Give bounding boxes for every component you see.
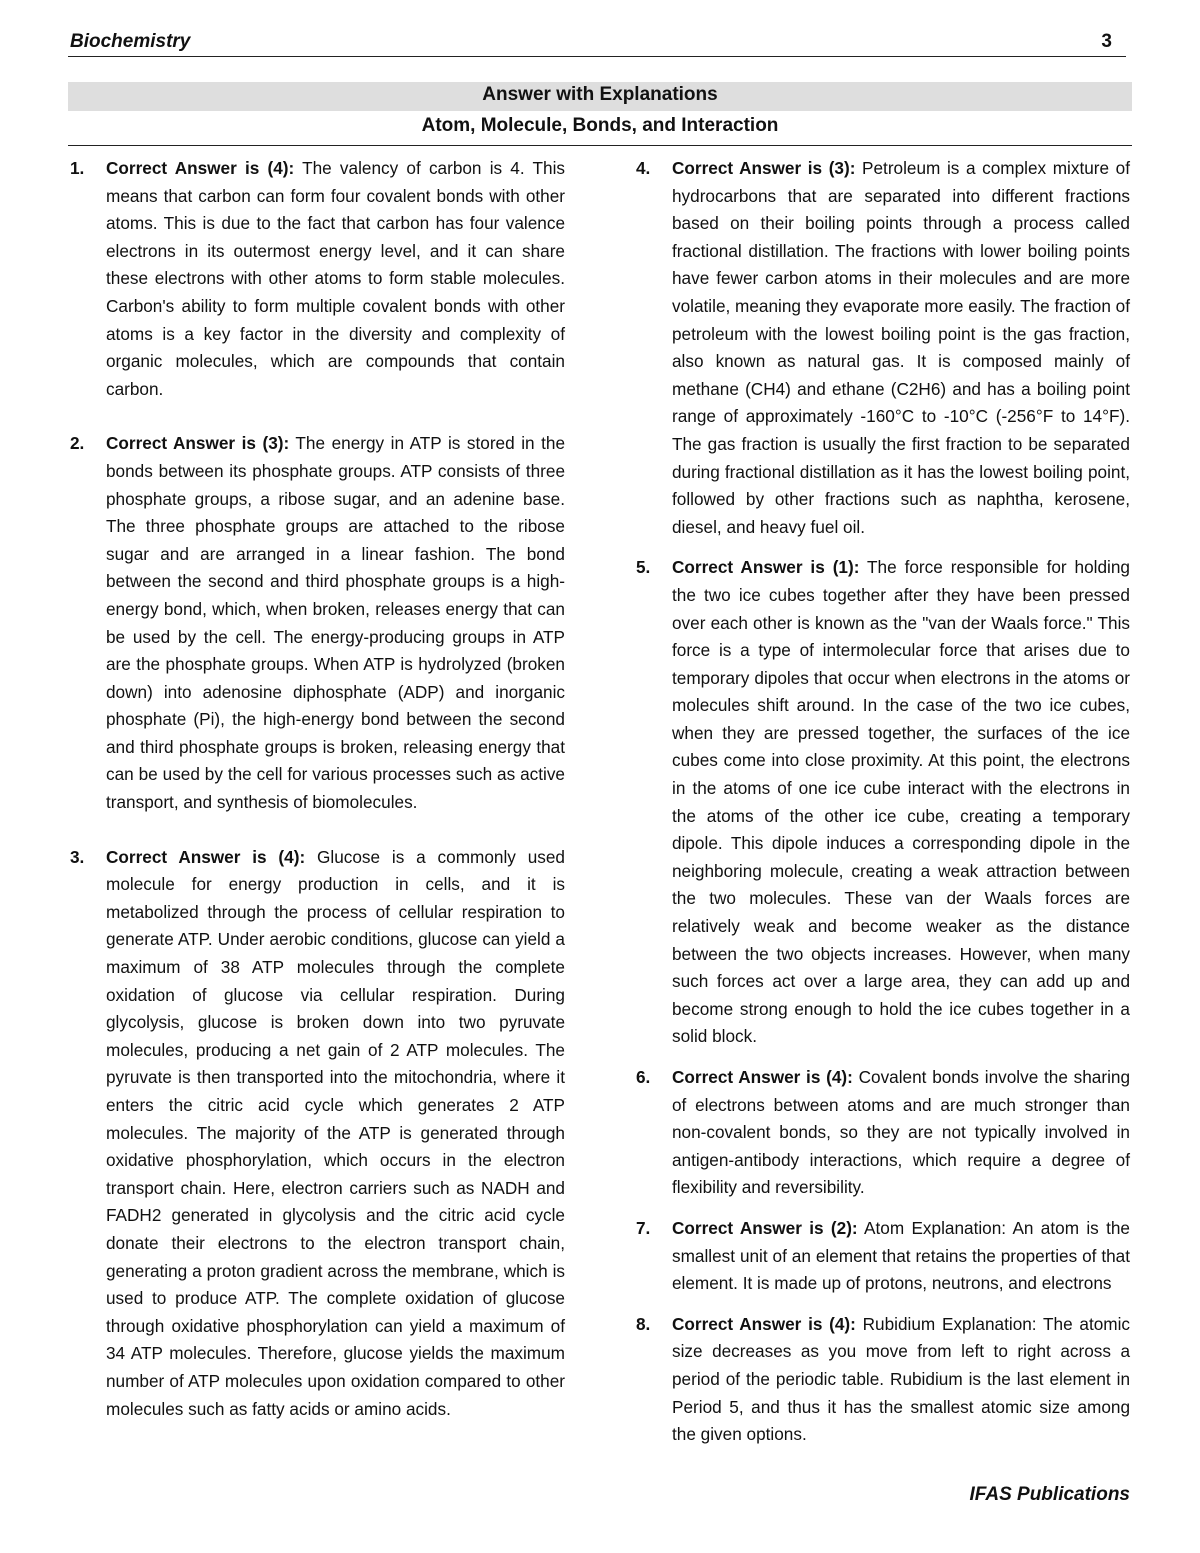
answer-lead: Correct Answer is (3):	[672, 158, 856, 178]
answer-text: Petroleum is a complex mixture of hydrocarbons that are separated into different fractions based on their boiling points through a process called fractional distillation. The fractions with lower boiling points have fewer carbon atoms in their molecules and are more volatile, meaning they evaporate more easily. The fraction of petroleum with the lowest boiling point is the gas fraction, also known as natural gas. It is composed mainly of methane (CH4) and ethane (C2H6) and has a boiling point range of approximately -160°C to -10°C (-256°F to 14°F). The gas fraction is usually the first fraction to be separated during fractional distillation as it has the lowest boiling point, followed by other fractions such as naphtha, kerosene, diesel, and heavy fuel oil.	[672, 158, 1131, 537]
subject-title: Biochemistry	[70, 31, 191, 52]
answer-number: 1.	[70, 158, 85, 178]
answer-lead: Correct Answer is (4):	[106, 846, 306, 867]
answer-lead: Correct Answer is (1):	[672, 557, 860, 578]
right-column	[634, 155, 1130, 1449]
answer-item-7	[634, 1215, 1130, 1298]
answer-lead: Correct Answer is (4):	[672, 1067, 853, 1087]
answer-lead: Correct Answer is (2):	[672, 1217, 858, 1238]
answer-text: The energy in ATP is stored in the bonds between its phosphate groups. ATP consists of three phosphate groups, a ribose sugar, and an adenine base. The three phosphate groups are attached to the ribose sugar and are arranged in a linear fashion. The bond between the second and third phosphate groups is a high-energy bond, which, when broken, releases energy that can be used by the cell. The energy-producing groups in ATP are the phosphate groups. When ATP is hydrolyzed (broken down) into adenosine diphosphate (ADP) and inorganic phosphate (Pi), the high-energy bond between the second and third phosphate groups is broken, releasing energy that can be used by the cell for various processes such as active transport, and synthesis of biomolecules.	[106, 433, 565, 813]
answer-number: 4.	[636, 158, 651, 178]
answer-text: Rubidium Explanation: The atomic size decreases as you move from left to right across a period of the periodic table. Rubidium is the last element in Period 5, and thus it has the smallest atomic size among the given options.	[672, 1313, 1131, 1445]
section-title: Answer with Explanations	[482, 84, 718, 105]
answer-number: 5.	[636, 557, 651, 578]
left-column	[68, 155, 565, 1423]
answer-lead: Correct Answer is (4):	[106, 158, 295, 178]
answer-item-4	[634, 155, 1130, 541]
answer-number: 2.	[70, 433, 85, 454]
answer-item-5	[634, 554, 1130, 1051]
answer-item-6	[634, 1064, 1130, 1202]
section-subtitle: Atom, Molecule, Bonds, and Interaction	[421, 115, 779, 136]
answer-text: The force responsible for holding the two ice cubes together after they have been pressed over each other is known as the "van der Waals force." This force is a type of intermolecular force that arises due to temporary dipoles that occur when electrons in the atoms or molecules shift around. In the case of the two ice cubes, when they are pressed together, the surfaces of the ice cubes come into close proximity. At this point, the electrons in the atoms of one ice cube interact with the electrons in the atoms of the other ice cube, creating a temporary dipole. This dipole induces a corresponding dipole in the neighboring molecule, creating a weak attraction between the two molecules. These van der Waals forces are relatively weak and become weaker as the distance between the two objects increases. However, when many such forces act over a large area, they can add up and become strong enough to hold the ice cubes together in a solid block.	[672, 557, 1130, 1047]
answer-number: 8.	[636, 1313, 651, 1334]
answer-number: 3.	[70, 846, 85, 867]
answer-number: 6.	[636, 1067, 651, 1087]
page-header	[68, 28, 1126, 57]
answer-text: Covalent bonds involve the sharing of electrons between atoms and are much stronger than non-covalent bonds, so they are not typically involved in antigen-antibody interactions, which require a degree of flexibility and reversibility.	[672, 1067, 1131, 1198]
page-number: 3	[1101, 31, 1112, 52]
answer-lead: Correct Answer is (3):	[106, 433, 290, 454]
answer-number: 7.	[636, 1217, 651, 1238]
answer-text: The valency of carbon is 4. This means that carbon can form four covalent bonds with other atoms. This is due to the fact that carbon has four valence electrons in its outermost energy level, and it can share these electrons with other atoms to form stable molecules. Carbon's ability to form multiple covalent bonds with other atoms is a key factor in the diversity and complexity of organic molecules, which are compounds that contain carbon.	[106, 158, 565, 399]
answer-item-1	[68, 155, 565, 403]
divider	[68, 145, 1132, 146]
answer-text: Atom Explanation: An atom is the smallest unit of an element that retains the properties of that element. It is made up of protons, neutrons, and electrons	[672, 1217, 1130, 1294]
answer-item-2	[68, 430, 565, 816]
answer-text: Glucose is a commonly used molecule for energy production in cells, and it is metabolized through the process of cellular respiration to generate ATP. Under aerobic conditions, glucose can yield a maximum of 38 ATP molecules through the complete oxidation of glucose via cellular respiration. During glycolysis, glucose is broken down into two pyruvate molecules, producing a net gain of 2 ATP molecules. The pyruvate is then transported into the mitochondria, where it enters the citric acid cycle which generates 2 ATP molecules. The majority of the ATP is generated through oxidative phosphorylation, which occurs in the electron transport chain. Here, electron carriers such as NADH and FADH2 generated in glycolysis and the citric acid cycle donate their electrons to the electron transport chain, generating a proton gradient across the membrane, which is used to produce ATP. The complete oxidation of glucose through oxidative phosphorylation can yield a maximum of 34 ATP molecules. Therefore, glucose yields the maximum number of ATP molecules upon oxidation compared to other molecules such as fatty acids or amino acids.	[106, 846, 565, 1419]
answer-item-8	[634, 1311, 1130, 1449]
answer-item-3	[68, 844, 565, 1423]
answer-lead: Correct Answer is (4):	[672, 1313, 856, 1334]
publisher-footer: IFAS Publications	[969, 1484, 1130, 1505]
